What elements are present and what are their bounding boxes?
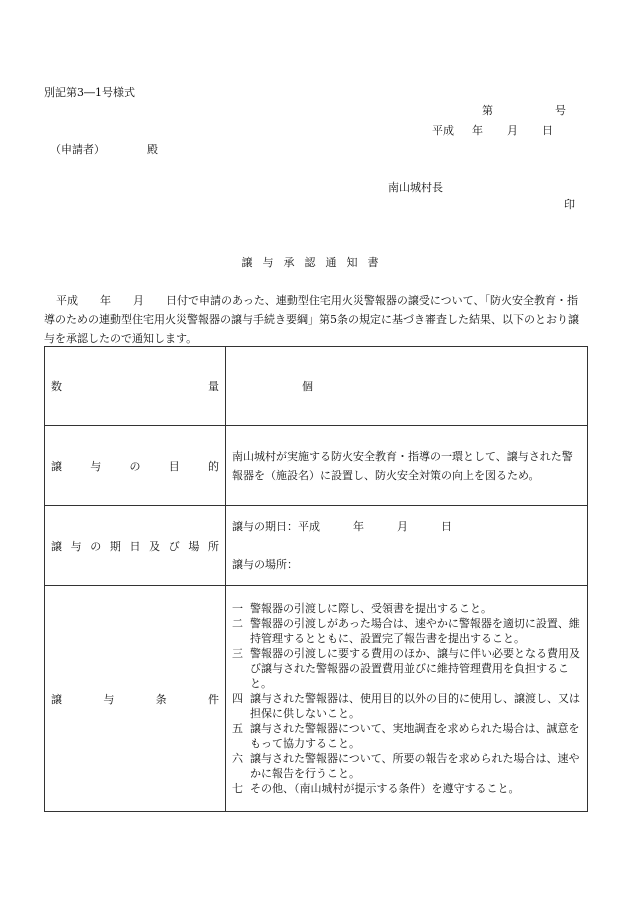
label-char: 及 [149,539,161,553]
condition-item [232,646,581,691]
table-row [45,506,588,586]
document-number [482,104,566,118]
label-char: 的 [208,459,219,473]
condition-number: 四 [232,692,243,705]
condition-number: 五 [232,722,243,735]
label-char: 条 [155,692,167,706]
label-char: 数 [51,380,62,393]
label-char: 所 [208,539,219,553]
transfer-place: 譲与の場所： [232,558,298,571]
condition-number: 一 [232,602,243,615]
label-char: 譲 [51,539,62,553]
label-chars [51,378,219,394]
condition-item [232,616,581,646]
label-char: の [129,459,141,473]
seal-mark: 印 [564,198,575,211]
date-day-unit: 日 [542,124,553,137]
honorific: 殿 [147,143,158,156]
label-date-place [45,506,226,586]
label-char: 日 [129,539,141,553]
addressee [50,143,158,157]
label-quantity [45,347,226,426]
label-chars [51,458,219,474]
condition-text: 譲与された警報器について、実地調査を求められた場合は、誠意をもって協力すること。 [250,722,580,750]
date-year-unit: 年 [472,124,483,137]
quantity-unit: 個 [302,379,313,393]
condition-item [232,781,581,796]
label-char: 目 [168,459,180,473]
value-date-place [226,506,588,586]
table-row [45,586,588,812]
form-label: 別記第3―1号様式 [44,86,135,99]
condition-item [232,751,581,781]
condition-item [232,691,581,721]
condition-item [232,721,581,751]
condition-text: その他、（南山城村が提示する条件）を遵守すること。 [250,782,520,795]
number-prefix: 第 [482,104,493,117]
label-char: の [90,539,102,553]
label-char: 与 [70,539,82,553]
condition-text: 警報器の引渡しがあった場合は、速やかに警報器を適切に設置、維持管理するとともに、設置完了報告書を提出すること。 [250,617,580,645]
label-chars [51,691,219,707]
value-purpose: 南山城村が実施する防火安全教育・指導の一環として、譲与された警報器を（施設名）に設置し、防火安全対策の向上を図るため。 [226,426,588,506]
body-text: 平成 年 月 日付で申請のあった、連動型住宅用火災警報器の譲受について、「防火安全教育・指導のための連動型住宅用火災警報器の譲与手続き要綱」第5条の規定に基づき審査した結果、以下のとおり譲与を承認したので通知します。 [44,294,579,345]
date-month-unit: 月 [507,124,518,137]
label-char: 譲 [51,692,62,706]
table-row [45,426,588,506]
condition-number: 七 [232,782,243,795]
applicant-label: （申請者） [50,143,105,156]
value-quantity [226,347,588,426]
issuer-name: 南山城村長 [388,181,443,194]
condition-number: 六 [232,752,243,765]
condition-item [232,601,581,616]
table-row [45,347,588,426]
label-char: 与 [90,459,102,473]
condition-number: 三 [232,647,243,660]
transfer-date: 譲与の期日：平成 年 月 日 [232,520,452,533]
label-char: び [168,539,180,553]
label-char: 件 [207,692,219,706]
condition-text: 警報器の引渡しに要する費用のほか、譲与に伴い必要となる費用及び譲与された警報器の設置費用並びに維持管理費用を負担すること。 [250,647,580,690]
condition-text: 譲与された警報器について、所要の報告を求められた場合は、速やかに報告を行うこと。 [250,752,580,780]
condition-text: 譲与された警報器は、使用目的以外の目的に使用し、譲渡し、又は担保に供しないこと。 [250,692,580,720]
condition-text: 警報器の引渡しに際し、受領書を提出すること。 [250,602,492,615]
approval-table [44,346,588,812]
document-title: 譲与承認通知書 [241,256,389,269]
number-suffix: 号 [555,104,566,117]
value-conditions [226,586,588,812]
label-conditions [45,586,226,812]
label-char: 期 [109,539,121,553]
label-char: 与 [103,692,115,706]
label-purpose [45,426,226,506]
issue-date [432,124,553,138]
label-char: 量 [208,380,219,393]
date-era: 平成 [432,124,454,137]
label-chars [51,538,219,554]
condition-number: 二 [232,617,243,630]
label-char: 譲 [51,459,62,473]
label-char: 場 [188,539,200,553]
